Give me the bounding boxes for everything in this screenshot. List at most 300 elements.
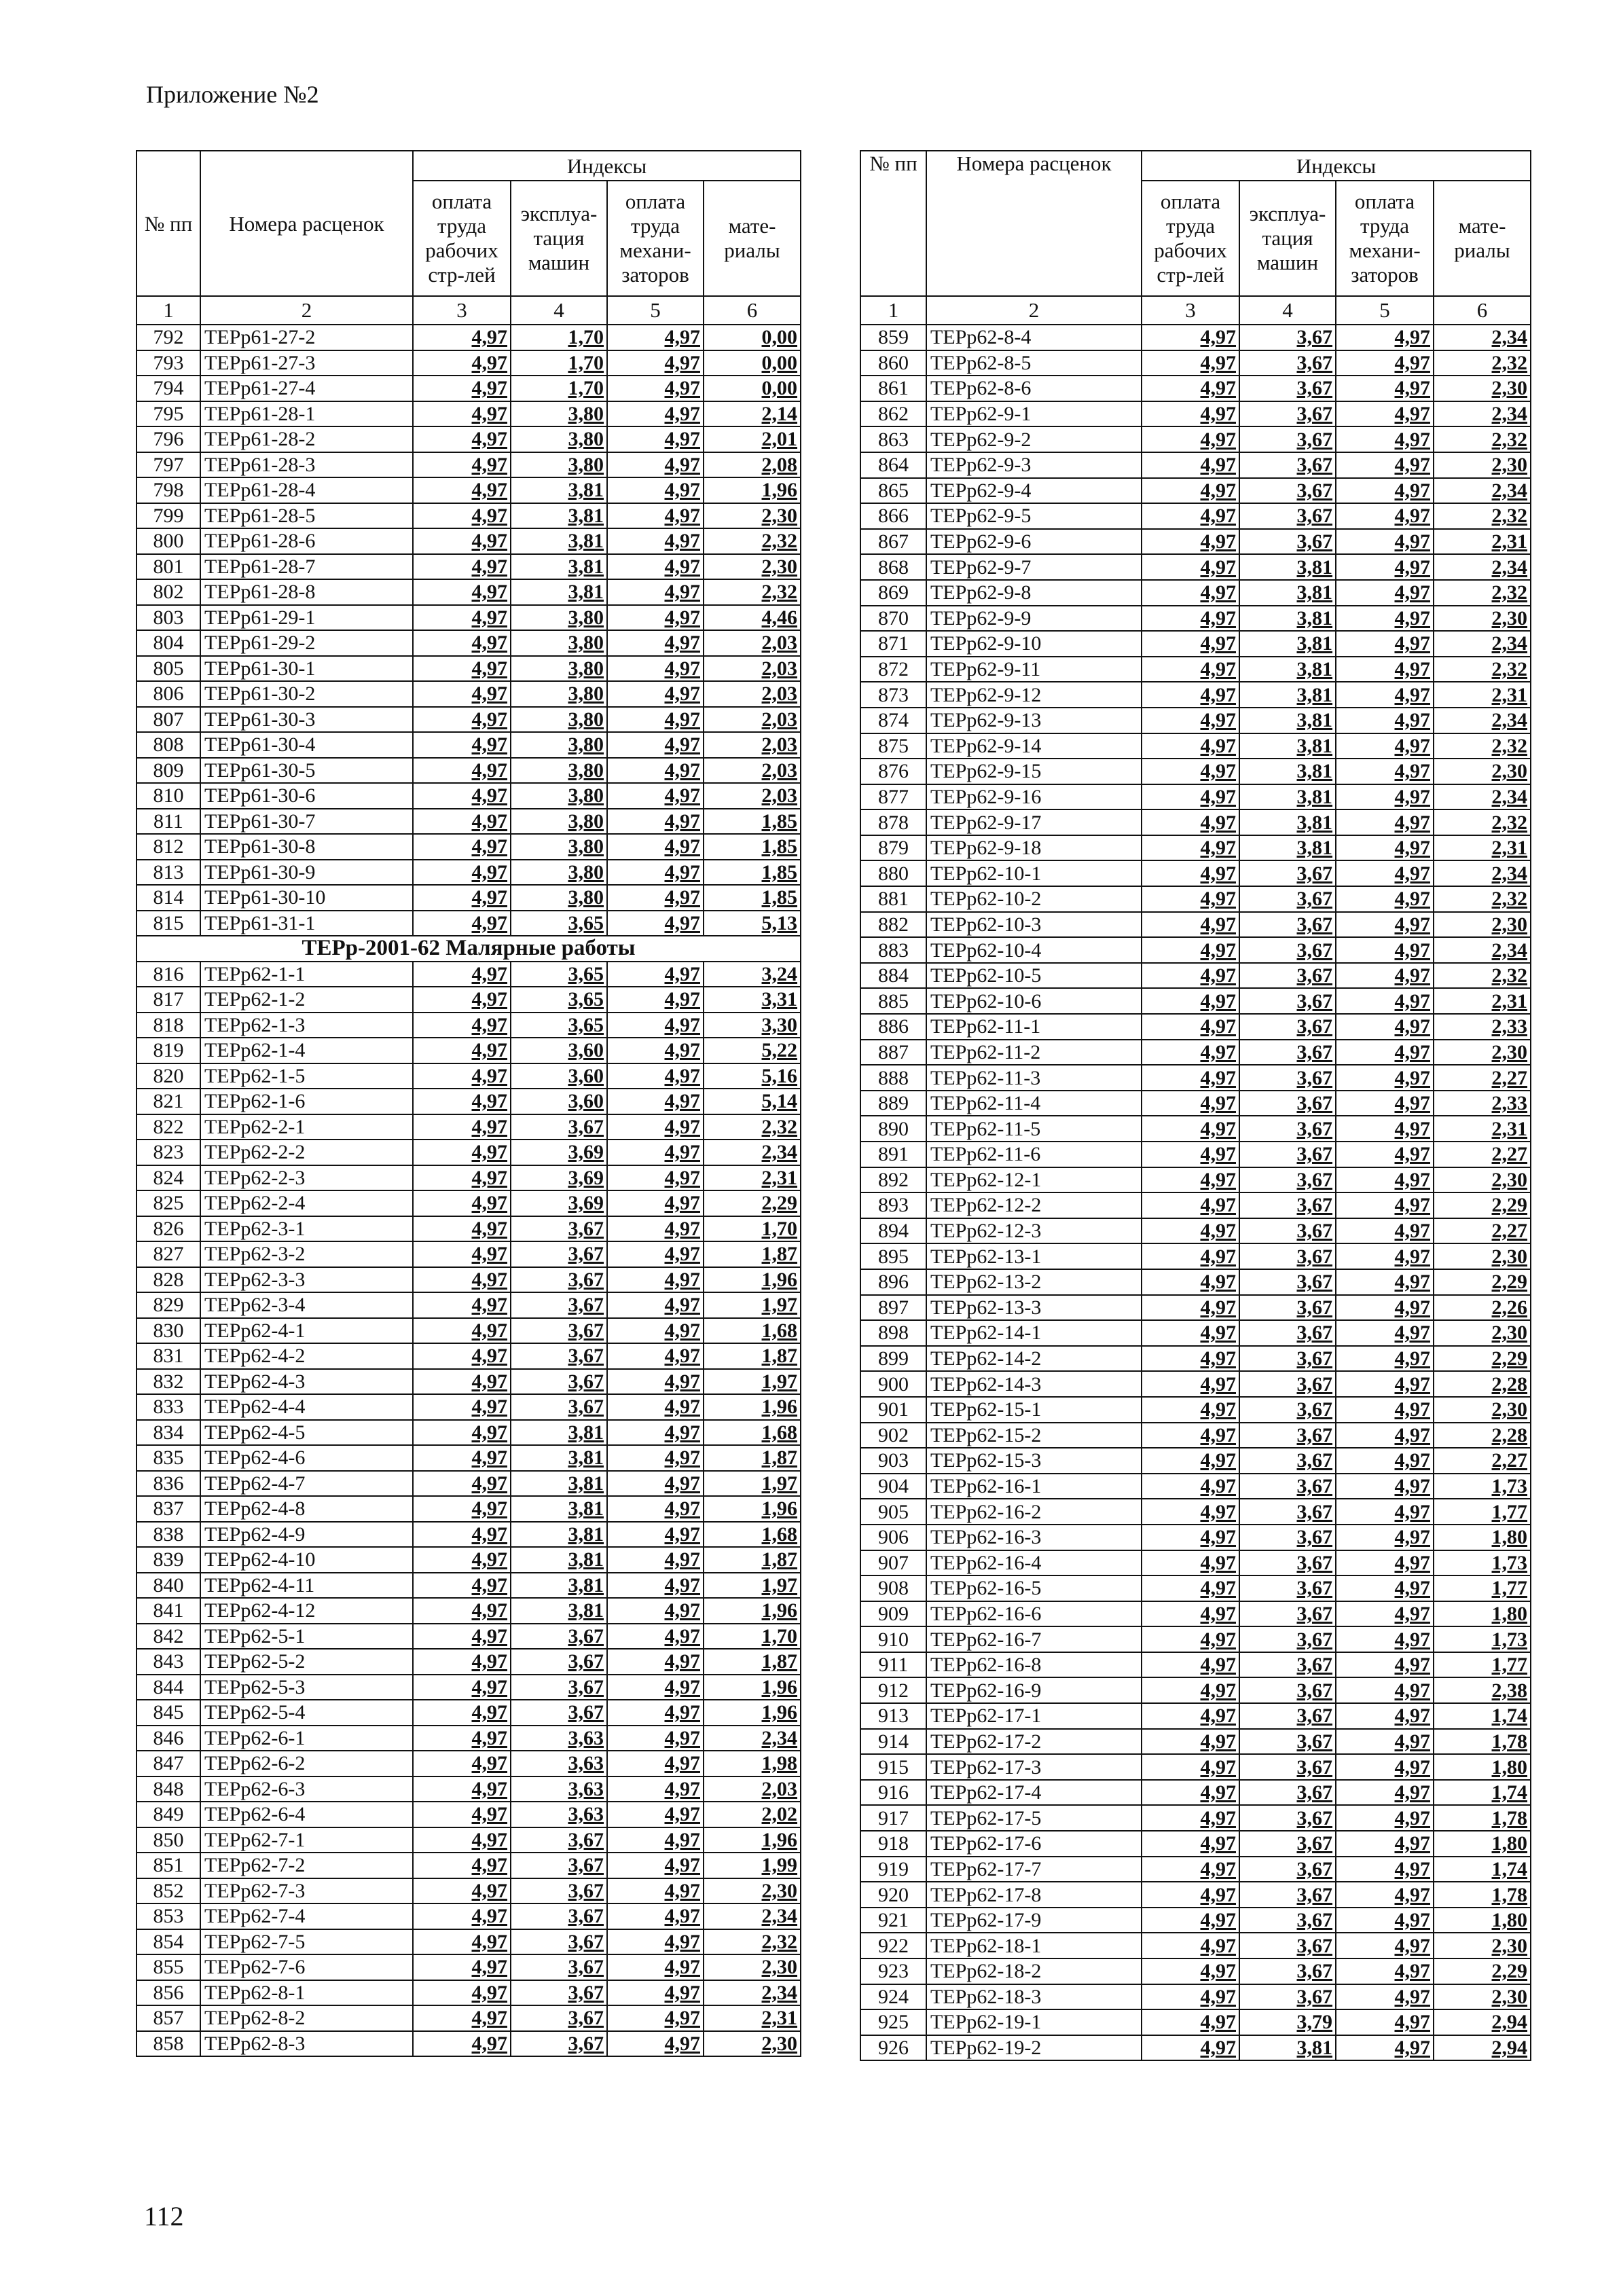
table-row — [860, 1677, 1531, 1703]
row-number: 890 — [860, 1116, 926, 1142]
row-number: 799 — [136, 503, 200, 529]
operators-wage-index: 4,97 — [607, 1954, 704, 1980]
table-row — [860, 1908, 1531, 1933]
materials-index: 2,32 — [704, 579, 801, 605]
materials-index: 1,68 — [704, 1318, 801, 1344]
operators-wage-index: 4,97 — [607, 1573, 704, 1599]
row-number: 902 — [860, 1423, 926, 1448]
machine-operation-index: 3,80 — [511, 809, 607, 835]
workers-wage-index: 4,97 — [1142, 759, 1239, 784]
table-row — [860, 1423, 1531, 1448]
materials-index: 2,27 — [1434, 1448, 1531, 1474]
workers-wage-index: 4,97 — [1142, 1652, 1239, 1678]
table-row — [136, 1624, 801, 1650]
machine-operation-index: 3,67 — [1239, 426, 1336, 452]
materials-index: 1,73 — [1434, 1550, 1531, 1576]
row-number: 877 — [860, 784, 926, 810]
rate-code: ТЕРр61-30-5 — [200, 758, 413, 784]
rate-code: ТЕРр62-4-2 — [200, 1343, 413, 1369]
operators-wage-index: 4,97 — [607, 1089, 704, 1114]
machine-operation-index: 1,70 — [511, 325, 607, 350]
row-number: 874 — [860, 708, 926, 733]
rate-code: ТЕРр62-16-3 — [926, 1525, 1142, 1550]
workers-wage-index: 4,97 — [413, 1903, 511, 1929]
machine-operation-index: 3,79 — [1239, 2009, 1336, 2035]
materials-index: 1,78 — [1434, 1805, 1531, 1831]
table-row — [136, 987, 801, 1013]
rate-code: ТЕРр62-9-17 — [926, 809, 1142, 835]
machine-operation-index: 3,80 — [511, 681, 607, 707]
machine-operation-index: 3,67 — [1239, 963, 1336, 989]
materials-index: 2,31 — [704, 2005, 801, 2031]
machine-operation-index: 3,67 — [511, 1624, 607, 1650]
row-number: 822 — [136, 1114, 200, 1140]
operators-wage-index: 4,97 — [607, 783, 704, 809]
rate-code: ТЕРр62-5-4 — [200, 1700, 413, 1726]
materials-index: 2,34 — [1434, 937, 1531, 963]
rate-code: ТЕРр62-3-4 — [200, 1292, 413, 1318]
materials-index: 2,14 — [704, 401, 801, 427]
machine-operation-index: 3,67 — [1239, 1474, 1336, 1499]
right-table-body — [860, 325, 1531, 2060]
workers-wage-index: 4,97 — [1142, 886, 1239, 912]
materials-index: 2,30 — [1434, 1933, 1531, 1958]
row-number: 924 — [860, 1984, 926, 2010]
row-number: 862 — [860, 401, 926, 427]
machine-operation-index: 3,67 — [1239, 937, 1336, 963]
rate-code: ТЕРр62-1-1 — [200, 962, 413, 987]
machine-operation-index: 3,81 — [511, 503, 607, 529]
machine-operation-index: 3,67 — [511, 1114, 607, 1140]
machine-operation-index: 3,81 — [511, 477, 607, 503]
workers-wage-index: 4,97 — [1142, 1192, 1239, 1218]
operators-wage-index: 4,97 — [1336, 580, 1434, 606]
machine-operation-index: 3,67 — [1239, 1448, 1336, 1474]
row-number: 794 — [136, 376, 200, 401]
materials-index: 2,29 — [1434, 1958, 1531, 1984]
table-row — [860, 1142, 1531, 1167]
rate-code: ТЕРр62-10-1 — [926, 860, 1142, 886]
table-row — [860, 426, 1531, 452]
rate-code: ТЕРр62-1-3 — [200, 1013, 413, 1038]
rate-code: ТЕРр62-18-1 — [926, 1933, 1142, 1958]
workers-wage-index: 4,97 — [413, 1547, 511, 1573]
machine-operation-index: 3,81 — [511, 1547, 607, 1573]
operators-wage-index: 4,97 — [1336, 1575, 1434, 1601]
operators-wage-index: 4,97 — [607, 1369, 704, 1395]
operators-wage-index: 4,97 — [607, 962, 704, 987]
rate-code: ТЕРр62-1-6 — [200, 1089, 413, 1114]
table-row — [860, 1192, 1531, 1218]
row-number: 900 — [860, 1371, 926, 1397]
row-number: 800 — [136, 528, 200, 554]
rate-code: ТЕРр62-8-1 — [200, 1980, 413, 2006]
materials-index: 1,87 — [704, 1241, 801, 1267]
workers-wage-index: 4,97 — [1142, 606, 1239, 632]
row-number: 894 — [860, 1218, 926, 1244]
rate-code: ТЕРр62-11-5 — [926, 1116, 1142, 1142]
table-row — [860, 452, 1531, 478]
rate-code: ТЕРр61-28-2 — [200, 426, 413, 452]
workers-wage-index: 4,97 — [1142, 452, 1239, 478]
materials-index: 2,03 — [704, 758, 801, 784]
rate-code: ТЕРр62-2-2 — [200, 1140, 413, 1165]
machine-operation-index: 3,67 — [511, 1343, 607, 1369]
materials-index: 1,77 — [1434, 1575, 1531, 1601]
materials-index: 2,32 — [704, 1929, 801, 1955]
machine-operation-index: 3,67 — [1239, 350, 1336, 376]
row-number: 805 — [136, 656, 200, 682]
operators-wage-index: 4,97 — [607, 1318, 704, 1344]
rate-code: ТЕРр61-28-4 — [200, 477, 413, 503]
operators-wage-index: 4,97 — [607, 1063, 704, 1089]
workers-wage-index: 4,97 — [413, 987, 511, 1013]
operators-wage-index: 4,97 — [1336, 376, 1434, 401]
operators-wage-index: 4,97 — [1336, 1882, 1434, 1908]
machine-operation-index: 3,63 — [511, 1802, 607, 1827]
rate-code: ТЕРр62-5-2 — [200, 1649, 413, 1675]
rate-code: ТЕРр62-4-8 — [200, 1496, 413, 1522]
rate-code: ТЕРр62-8-4 — [926, 325, 1142, 350]
table-row — [860, 503, 1531, 529]
table-row — [860, 1371, 1531, 1397]
materials-index: 2,30 — [1434, 1167, 1531, 1193]
table-row — [136, 1903, 801, 1929]
table-row — [136, 1420, 801, 1446]
workers-wage-index: 4,97 — [1142, 1805, 1239, 1831]
table-row — [860, 1295, 1531, 1321]
machine-operation-index: 3,81 — [511, 554, 607, 580]
operators-wage-index: 4,97 — [1336, 1040, 1434, 1065]
header-col4: эксплуа-тация машин — [1239, 181, 1336, 296]
table-row — [860, 1805, 1531, 1831]
table-row — [136, 1929, 801, 1955]
operators-wage-index: 4,97 — [1336, 1014, 1434, 1040]
row-number: 857 — [136, 2005, 200, 2031]
row-number: 810 — [136, 783, 200, 809]
materials-index: 1,80 — [1434, 1525, 1531, 1550]
table-row — [136, 1827, 801, 1853]
table-row — [860, 1831, 1531, 1857]
rate-code: ТЕРр62-6-4 — [200, 1802, 413, 1827]
machine-operation-index: 3,69 — [511, 1140, 607, 1165]
rate-code: ТЕРр62-18-3 — [926, 1984, 1142, 2010]
materials-index: 3,30 — [704, 1013, 801, 1038]
workers-wage-index: 4,97 — [1142, 963, 1239, 989]
row-number: 914 — [860, 1729, 926, 1755]
workers-wage-index: 4,97 — [1142, 1933, 1239, 1958]
workers-wage-index: 4,97 — [413, 401, 511, 427]
machine-operation-index: 3,81 — [1239, 835, 1336, 861]
materials-index: 2,94 — [1434, 2035, 1531, 2061]
row-number: 859 — [860, 325, 926, 350]
materials-index: 1,97 — [704, 1573, 801, 1599]
header-col6: мате-риалы — [704, 181, 801, 296]
row-number: 819 — [136, 1038, 200, 1063]
machine-operation-index: 3,67 — [1239, 886, 1336, 912]
operators-wage-index: 4,97 — [1336, 478, 1434, 504]
col-number: 3 — [1142, 296, 1239, 325]
table-row — [136, 1013, 801, 1038]
machine-operation-index: 3,67 — [1239, 1320, 1336, 1346]
workers-wage-index: 4,97 — [1142, 733, 1239, 759]
rate-code: ТЕРр62-17-1 — [926, 1703, 1142, 1729]
machine-operation-index: 3,80 — [511, 834, 607, 860]
rate-code: ТЕРр62-6-3 — [200, 1776, 413, 1802]
table-row — [860, 554, 1531, 580]
workers-wage-index: 4,97 — [1142, 809, 1239, 835]
materials-index: 2,30 — [1434, 1984, 1531, 2010]
operators-wage-index: 4,97 — [607, 732, 704, 758]
workers-wage-index: 4,97 — [413, 1089, 511, 1114]
materials-index: 1,96 — [704, 1394, 801, 1420]
workers-wage-index: 4,97 — [413, 630, 511, 656]
table-row — [860, 809, 1531, 835]
table-row — [860, 733, 1531, 759]
rate-code: ТЕРр61-28-8 — [200, 579, 413, 605]
workers-wage-index: 4,97 — [413, 426, 511, 452]
materials-index: 2,31 — [1434, 682, 1531, 708]
workers-wage-index: 4,97 — [413, 1751, 511, 1776]
workers-wage-index: 4,97 — [413, 1954, 511, 1980]
operators-wage-index: 4,97 — [1336, 503, 1434, 529]
rate-code: ТЕРр62-9-16 — [926, 784, 1142, 810]
machine-operation-index: 3,67 — [1239, 1933, 1336, 1958]
workers-wage-index: 4,97 — [413, 1165, 511, 1191]
materials-index: 2,27 — [1434, 1065, 1531, 1091]
materials-index: 2,32 — [1434, 580, 1531, 606]
table-row — [860, 606, 1531, 632]
machine-operation-index: 3,67 — [511, 1267, 607, 1293]
row-number: 814 — [136, 885, 200, 911]
workers-wage-index: 4,97 — [413, 1038, 511, 1063]
workers-wage-index: 4,97 — [1142, 1346, 1239, 1372]
rate-code: ТЕРр62-7-6 — [200, 1954, 413, 1980]
materials-index: 2,34 — [704, 1980, 801, 2006]
table-row — [136, 1140, 801, 1165]
workers-wage-index: 4,97 — [413, 1190, 511, 1216]
table-row — [136, 834, 801, 860]
operators-wage-index: 4,97 — [1336, 1091, 1434, 1116]
table-row — [136, 758, 801, 784]
row-number: 820 — [136, 1063, 200, 1089]
workers-wage-index: 4,97 — [413, 554, 511, 580]
operators-wage-index: 4,97 — [607, 2031, 704, 2057]
operators-wage-index: 4,97 — [1336, 529, 1434, 555]
machine-operation-index: 3,67 — [1239, 1958, 1336, 1984]
materials-index: 1,96 — [704, 1267, 801, 1293]
workers-wage-index: 4,97 — [413, 1420, 511, 1446]
rate-code: ТЕРр62-7-1 — [200, 1827, 413, 1853]
materials-index: 5,13 — [704, 911, 801, 936]
workers-wage-index: 4,97 — [1142, 912, 1239, 938]
operators-wage-index: 4,97 — [1336, 937, 1434, 963]
row-number: 915 — [860, 1754, 926, 1780]
operators-wage-index: 4,97 — [607, 1343, 704, 1369]
workers-wage-index: 4,97 — [413, 2031, 511, 2057]
table-row — [136, 1853, 801, 1878]
rate-code: ТЕРр62-9-14 — [926, 733, 1142, 759]
machine-operation-index: 3,67 — [1239, 1192, 1336, 1218]
rate-code: ТЕРр62-15-2 — [926, 1423, 1142, 1448]
rate-code: ТЕРр62-4-6 — [200, 1445, 413, 1471]
table-row — [860, 325, 1531, 350]
workers-wage-index: 4,97 — [1142, 478, 1239, 504]
rate-code: ТЕРр62-4-4 — [200, 1394, 413, 1420]
row-number: 865 — [860, 478, 926, 504]
row-number: 921 — [860, 1908, 926, 1933]
table-row — [860, 1499, 1531, 1525]
operators-wage-index: 4,97 — [1336, 350, 1434, 376]
operators-wage-index: 4,97 — [1336, 1218, 1434, 1244]
rate-code: ТЕРр62-9-15 — [926, 759, 1142, 784]
rate-code: ТЕРр62-16-4 — [926, 1550, 1142, 1576]
rate-code: ТЕРр62-10-3 — [926, 912, 1142, 938]
row-number: 793 — [136, 350, 200, 376]
rate-code: ТЕРр61-30-7 — [200, 809, 413, 835]
materials-index: 2,32 — [1434, 657, 1531, 682]
materials-index: 2,34 — [704, 1726, 801, 1751]
machine-operation-index: 3,81 — [511, 579, 607, 605]
machine-operation-index: 3,67 — [1239, 1908, 1336, 1933]
materials-index: 2,29 — [704, 1190, 801, 1216]
materials-index: 2,34 — [1434, 478, 1531, 504]
operators-wage-index: 4,97 — [607, 452, 704, 478]
workers-wage-index: 4,97 — [413, 2005, 511, 2031]
table-row — [136, 554, 801, 580]
machine-operation-index: 3,67 — [511, 1369, 607, 1395]
rate-code: ТЕРр61-28-6 — [200, 528, 413, 554]
table-row — [136, 579, 801, 605]
row-number: 836 — [136, 1471, 200, 1497]
rate-code: ТЕРр62-5-1 — [200, 1624, 413, 1650]
workers-wage-index: 4,97 — [1142, 1857, 1239, 1882]
machine-operation-index: 3,67 — [511, 1980, 607, 2006]
row-number: 898 — [860, 1320, 926, 1346]
header-col5: оплата труда механи-заторов — [1336, 181, 1434, 296]
machine-operation-index: 3,67 — [1239, 1243, 1336, 1269]
workers-wage-index: 4,97 — [1142, 580, 1239, 606]
workers-wage-index: 4,97 — [413, 1726, 511, 1751]
table-row — [860, 1397, 1531, 1423]
rate-code: ТЕРр62-9-5 — [926, 503, 1142, 529]
rate-code: ТЕРр61-28-1 — [200, 401, 413, 427]
rate-code: ТЕРр62-4-3 — [200, 1369, 413, 1395]
row-number: 839 — [136, 1547, 200, 1573]
operators-wage-index: 4,97 — [1336, 1626, 1434, 1652]
operators-wage-index: 4,97 — [1336, 1652, 1434, 1678]
table-row — [860, 682, 1531, 708]
operators-wage-index: 4,97 — [1336, 2009, 1434, 2035]
table-row — [136, 1318, 801, 1344]
machine-operation-index: 3,67 — [511, 1903, 607, 1929]
table-row — [136, 681, 801, 707]
table-row — [860, 1882, 1531, 1908]
materials-index: 2,32 — [704, 1114, 801, 1140]
workers-wage-index: 4,97 — [1142, 1703, 1239, 1729]
rate-code: ТЕРр62-3-2 — [200, 1241, 413, 1267]
rate-code: ТЕРр61-28-5 — [200, 503, 413, 529]
workers-wage-index: 4,97 — [1142, 1423, 1239, 1448]
machine-operation-index: 3,67 — [1239, 1754, 1336, 1780]
rate-code: ТЕРр62-2-1 — [200, 1114, 413, 1140]
operators-wage-index: 4,97 — [1336, 426, 1434, 452]
rate-code: ТЕРр62-7-2 — [200, 1853, 413, 1878]
row-number: 876 — [860, 759, 926, 784]
operators-wage-index: 4,97 — [1336, 682, 1434, 708]
table-row — [860, 1601, 1531, 1627]
rate-code: ТЕРр62-4-1 — [200, 1318, 413, 1344]
row-number: 904 — [860, 1474, 926, 1499]
table-row — [136, 1471, 801, 1497]
workers-wage-index: 4,97 — [1142, 1218, 1239, 1244]
rate-code: ТЕРр62-4-5 — [200, 1420, 413, 1446]
materials-index: 2,30 — [1434, 606, 1531, 632]
table-row — [860, 886, 1531, 912]
operators-wage-index: 4,97 — [607, 758, 704, 784]
rate-code: ТЕРр61-30-1 — [200, 656, 413, 682]
operators-wage-index: 4,97 — [607, 1496, 704, 1522]
materials-index: 2,28 — [1434, 1423, 1531, 1448]
table-row — [860, 1243, 1531, 1269]
operators-wage-index: 4,97 — [607, 1802, 704, 1827]
materials-index: 1,97 — [704, 1471, 801, 1497]
rate-code: ТЕРр61-28-3 — [200, 452, 413, 478]
rate-code: ТЕРр61-30-6 — [200, 783, 413, 809]
row-number: 849 — [136, 1802, 200, 1827]
row-number: 797 — [136, 452, 200, 478]
machine-operation-index: 3,67 — [1239, 1346, 1336, 1372]
materials-index: 1,85 — [704, 885, 801, 911]
operators-wage-index: 4,97 — [607, 1853, 704, 1878]
operators-wage-index: 4,97 — [1336, 1729, 1434, 1755]
rate-code: ТЕРр62-13-3 — [926, 1295, 1142, 1321]
materials-index: 1,73 — [1434, 1626, 1531, 1652]
table-row — [136, 1394, 801, 1420]
rate-code: ТЕРр62-1-5 — [200, 1063, 413, 1089]
materials-index: 2,34 — [704, 1140, 801, 1165]
materials-index: 2,33 — [1434, 1091, 1531, 1116]
rate-code: ТЕРр62-5-3 — [200, 1675, 413, 1700]
workers-wage-index: 4,97 — [413, 656, 511, 682]
materials-index: 1,97 — [704, 1292, 801, 1318]
materials-index: 2,30 — [1434, 912, 1531, 938]
workers-wage-index: 4,97 — [413, 1292, 511, 1318]
rate-code: ТЕРр61-30-9 — [200, 860, 413, 886]
materials-index: 2,34 — [704, 1903, 801, 1929]
rate-code: ТЕРр62-12-2 — [926, 1192, 1142, 1218]
rate-code: ТЕРр62-9-10 — [926, 631, 1142, 657]
table-row — [860, 1167, 1531, 1193]
machine-operation-index: 3,65 — [511, 911, 607, 936]
rate-code: ТЕРр62-4-9 — [200, 1522, 413, 1548]
rate-code: ТЕРр62-14-1 — [926, 1320, 1142, 1346]
machine-operation-index: 3,67 — [1239, 1142, 1336, 1167]
workers-wage-index: 4,97 — [1142, 376, 1239, 401]
materials-index: 2,32 — [1434, 733, 1531, 759]
materials-index: 2,30 — [704, 2031, 801, 2057]
materials-index: 2,34 — [1434, 401, 1531, 427]
rate-code: ТЕРр62-4-11 — [200, 1573, 413, 1599]
operators-wage-index: 4,97 — [1336, 631, 1434, 657]
workers-wage-index: 4,97 — [1142, 1729, 1239, 1755]
table-row — [136, 1726, 801, 1751]
rate-code: ТЕРр62-2-4 — [200, 1190, 413, 1216]
machine-operation-index: 3,67 — [1239, 1575, 1336, 1601]
table-row — [860, 1575, 1531, 1601]
table-row — [860, 988, 1531, 1014]
operators-wage-index: 4,97 — [607, 707, 704, 733]
